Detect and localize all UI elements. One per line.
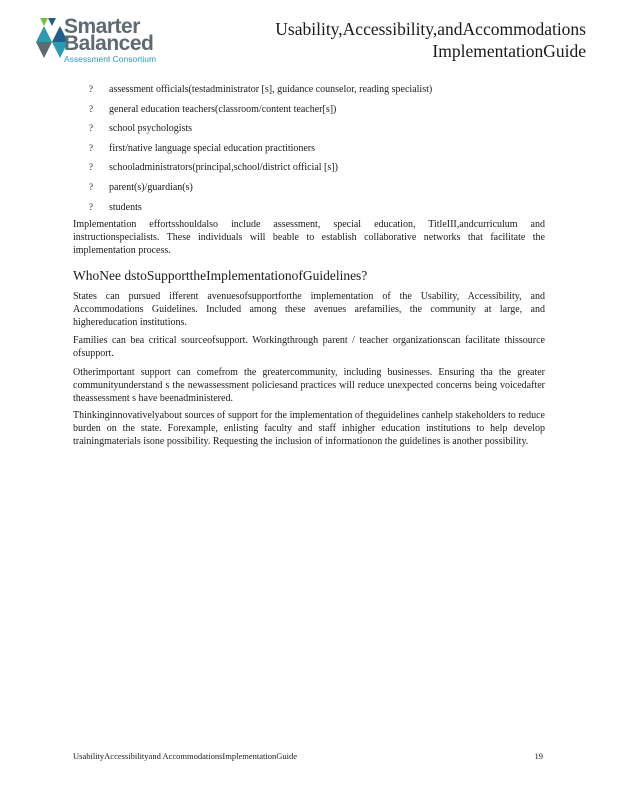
bullet-marker: ?	[89, 84, 93, 94]
paragraph-states-support	[73, 290, 545, 329]
list-item	[89, 200, 432, 220]
header-title-line2: ImplementationGuide	[432, 41, 586, 61]
list-item-text: first/native language special education practitioners	[109, 142, 316, 154]
bullet-marker: ?	[89, 162, 93, 173]
header-title-line1: Usability,Accessibility,andAccommodations	[275, 19, 586, 39]
stakeholder-bullet-list	[89, 82, 432, 219]
smarter-balanced-logo	[34, 14, 184, 64]
paragraph-families	[73, 334, 545, 360]
bullet-marker: ?	[89, 123, 93, 134]
list-item-text: general education teachers(classroom/content teacher[s])	[109, 103, 337, 115]
list-item-text: students	[109, 201, 142, 213]
logo-wordmark-smarter: Smarter	[64, 15, 140, 38]
paragraph-text: Otherimportant support can comefrom the greatercommunity, including businesses. Ensuring tha the greater communityunderstand s the newassessment policiesand practices will reduce unexpected concerns being voicedafter theassessment s have beenadministered.	[73, 367, 545, 404]
bullet-marker: ?	[89, 103, 93, 114]
list-item-text: assessment officials(testadministrator [s], guidance counselor, reading specialist)	[109, 84, 433, 95]
list-item-text: schooladministrators(principal,school/district official [s])	[109, 162, 338, 174]
paragraph-implementation-efforts	[73, 218, 545, 257]
list-item	[89, 102, 432, 122]
bullet-marker: ?	[89, 201, 93, 212]
bullet-marker: ?	[89, 142, 93, 153]
list-item-text: parent(s)/guardian(s)	[109, 181, 193, 193]
list-item	[89, 82, 432, 102]
logo-wordmark-balanced: Balanced	[64, 32, 154, 55]
bullet-marker: ?	[89, 181, 93, 192]
paragraph-text: Implementation effortsshouldalso include assessment, special education, TitleIII,andcurriculum and instructionspecialists. These individuals will beable to establish collaborative networks that facilitate the implementation process.	[73, 219, 545, 256]
paragraph-text: Thinkinginnovativelyabout sources of support for the implementation of theguidelines canhelp stakeholders to reduce burden on the state. Forexample, enlisting faculty and staff inhigher education institutions to help develop trainingmaterials isone possibility. Requesting the inclusion of informationon the guidelines is another possibility.	[73, 410, 545, 447]
list-item	[89, 141, 432, 161]
list-item	[89, 180, 432, 200]
paragraph-text: States can pursued ifferent avenuesofsupportforthe implementation of the Usability, Accessibility, and Accommodations Guidelines. Included among these avenues arefamilies, the community at large, and highereducation institutions.	[73, 291, 545, 328]
list-item-text: school psychologists	[109, 123, 193, 135]
footer-document-title: UsabilityAccessibilityand AccommodationsImplementationGuide	[73, 751, 298, 761]
logo-subtitle: Assessment Consortium	[64, 54, 157, 64]
header-title	[275, 18, 586, 62]
paragraph-innovative-sources	[73, 409, 545, 448]
paragraph-text: Families can bea critical sourceofsupport. Workingthrough parent / teacher organizationscan facilitate thissource ofsupport.	[73, 335, 545, 359]
list-item	[89, 160, 432, 180]
list-item	[89, 121, 432, 141]
paragraph-community-support	[73, 366, 545, 405]
section-heading: WhoNee dstoSupporttheImplementationofGuidelines?	[73, 268, 368, 283]
footer-page-number: 19	[534, 751, 543, 761]
